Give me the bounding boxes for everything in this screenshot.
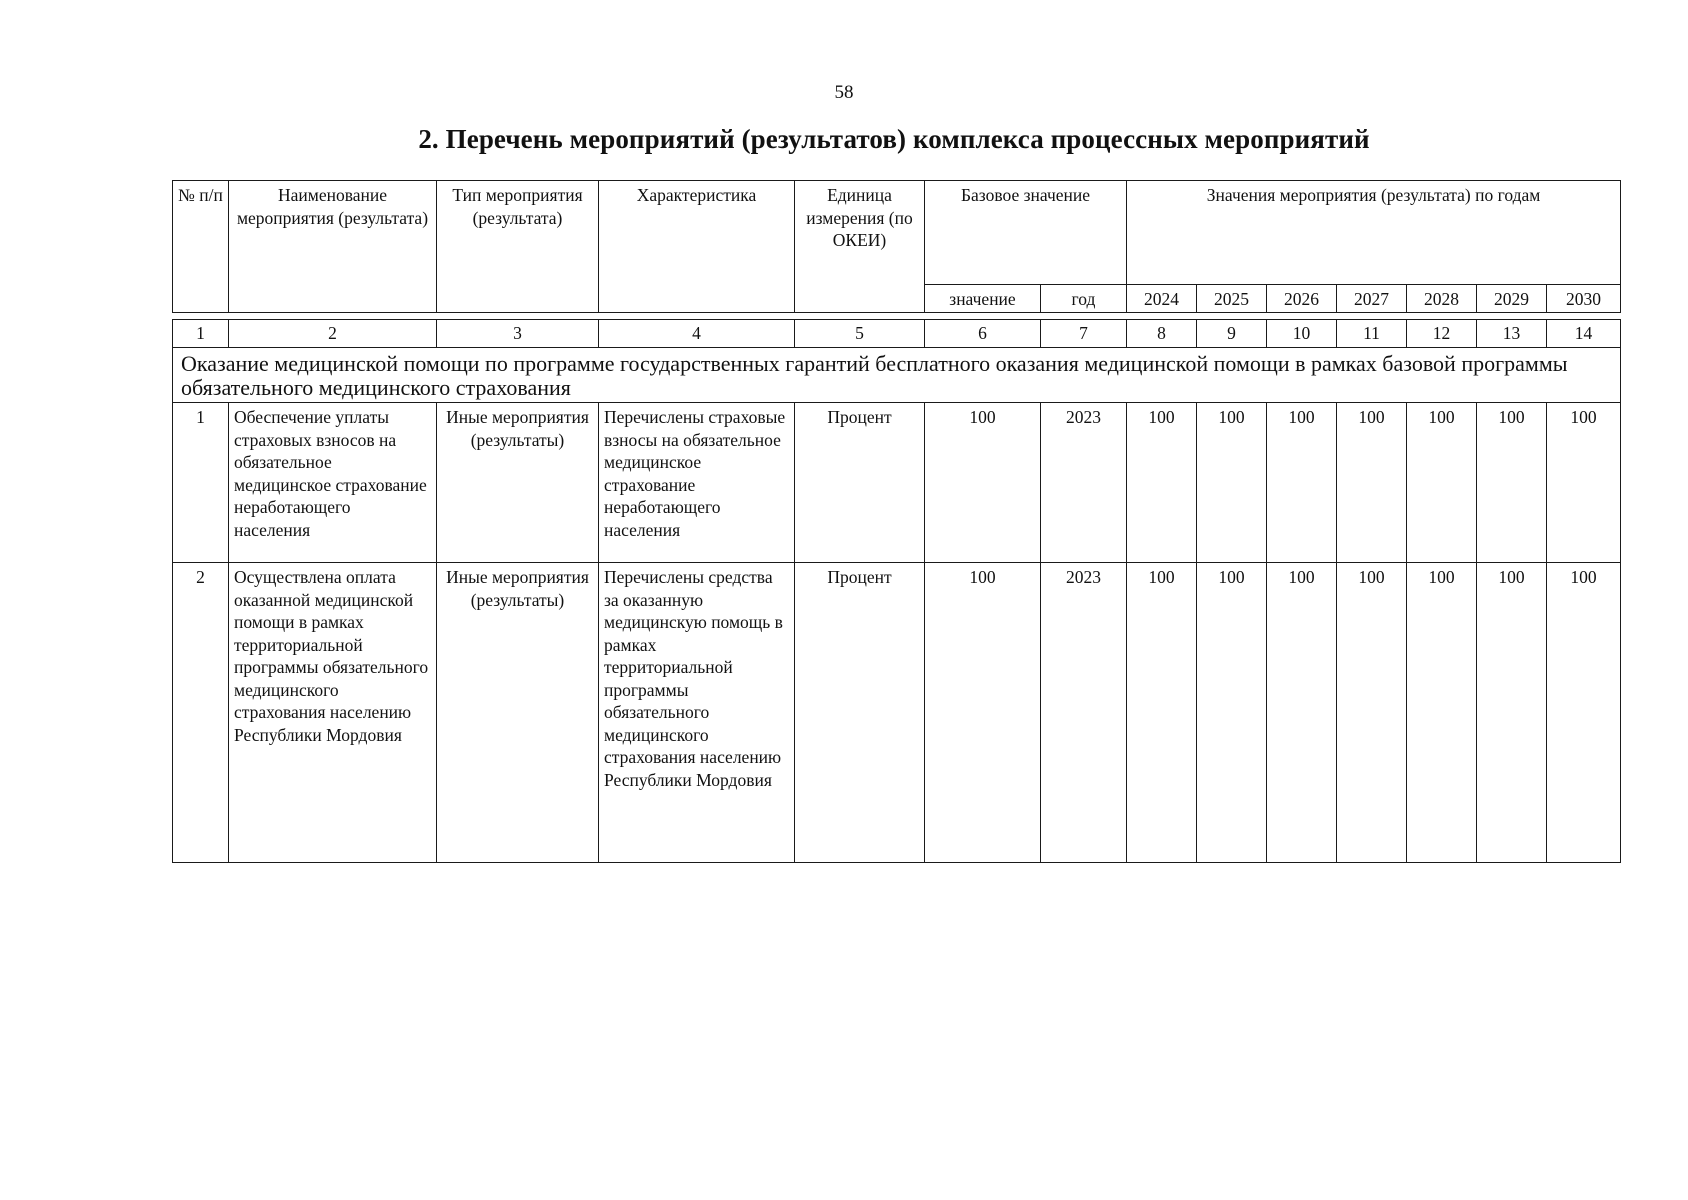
row-value: 100 — [1197, 403, 1267, 563]
row-num: 1 — [173, 403, 229, 563]
row-name: Обеспечение уплаты страховых взносов на обязательное медицинское страхование неработающего населения — [229, 403, 437, 563]
column-number: 10 — [1267, 320, 1337, 348]
column-number-row — [173, 320, 1621, 348]
header-unit: Единица измерения (по ОКЕИ) — [795, 181, 925, 313]
row-value: 100 — [1547, 563, 1621, 863]
row-base-value: 100 — [925, 403, 1041, 563]
row-unit: Процент — [795, 403, 925, 563]
header-characteristic: Характеристика — [599, 181, 795, 313]
section-row — [173, 348, 1621, 403]
column-number: 8 — [1127, 320, 1197, 348]
row-base-year: 2023 — [1041, 403, 1127, 563]
row-name: Осуществлена оплата оказанной медицинской помощи в рамках территориальной программы обязательного медицинского страхования населению Республики Мордовия — [229, 563, 437, 863]
header-num: № п/п — [173, 181, 229, 313]
table-row — [173, 563, 1621, 863]
row-value: 100 — [1127, 563, 1197, 863]
separator-cell — [173, 313, 1621, 320]
header-separator — [173, 313, 1621, 320]
header-year: 2024 — [1127, 285, 1197, 313]
header-year: 2026 — [1267, 285, 1337, 313]
header-row — [173, 181, 1621, 285]
row-value: 100 — [1197, 563, 1267, 863]
column-number: 12 — [1407, 320, 1477, 348]
row-value: 100 — [1407, 403, 1477, 563]
row-unit: Процент — [795, 563, 925, 863]
header-year: 2029 — [1477, 285, 1547, 313]
column-number: 7 — [1041, 320, 1127, 348]
row-type: Иные мероприятия (результаты) — [437, 403, 599, 563]
header-base-year: год — [1041, 285, 1127, 313]
table-row — [173, 403, 1621, 563]
header-type: Тип мероприятия (результата) — [437, 181, 599, 313]
header-yearly: Значения мероприятия (результата) по годам — [1127, 181, 1621, 285]
column-number: 1 — [173, 320, 229, 348]
column-number: 9 — [1197, 320, 1267, 348]
column-number: 11 — [1337, 320, 1407, 348]
row-value: 100 — [1547, 403, 1621, 563]
row-base-year: 2023 — [1041, 563, 1127, 863]
column-number: 3 — [437, 320, 599, 348]
row-base-value: 100 — [925, 563, 1041, 863]
column-number: 6 — [925, 320, 1041, 348]
header-year: 2030 — [1547, 285, 1621, 313]
section-title: Оказание медицинской помощи по программе государственных гарантий бесплатного оказания медицинской помощи в рамках базовой программы обязательного медицинского страхования — [173, 348, 1621, 403]
measures-table — [172, 180, 1621, 863]
document-title: 2. Перечень мероприятий (результатов) комплекса процессных мероприятий — [418, 124, 1370, 154]
row-value: 100 — [1477, 403, 1547, 563]
row-value: 100 — [1337, 563, 1407, 863]
row-characteristic: Перечислены страховые взносы на обязательное медицинское страхование неработающего населения — [599, 403, 795, 563]
header-year: 2028 — [1407, 285, 1477, 313]
row-value: 100 — [1267, 563, 1337, 863]
header-year: 2025 — [1197, 285, 1267, 313]
header-base: Базовое значение — [925, 181, 1127, 285]
header-name: Наименование мероприятия (результата) — [229, 181, 437, 313]
column-number: 5 — [795, 320, 925, 348]
header-base-value: значение — [925, 285, 1041, 313]
column-number: 13 — [1477, 320, 1547, 348]
row-value: 100 — [1407, 563, 1477, 863]
column-number: 2 — [229, 320, 437, 348]
row-value: 100 — [1477, 563, 1547, 863]
row-value: 100 — [1267, 403, 1337, 563]
row-type: Иные мероприятия (результаты) — [437, 563, 599, 863]
row-value: 100 — [1337, 403, 1407, 563]
column-number: 4 — [599, 320, 795, 348]
column-number: 14 — [1547, 320, 1621, 348]
page-number: 58 — [834, 82, 854, 103]
row-num: 2 — [173, 563, 229, 863]
row-characteristic: Перечислены средства за оказанную медицинскую помощь в рамках территориальной программы обязательного медицинского страхования населению Республики Мордовия — [599, 563, 795, 863]
header-year: 2027 — [1337, 285, 1407, 313]
row-value: 100 — [1127, 403, 1197, 563]
